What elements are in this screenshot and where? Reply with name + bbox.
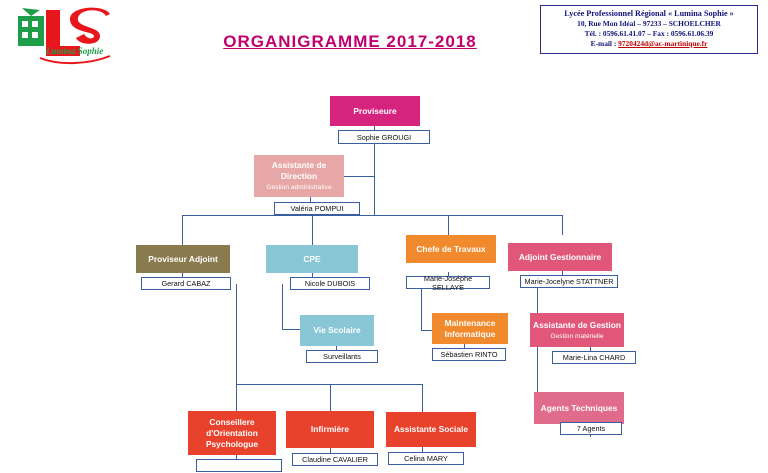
edge-drop-chef-travaux <box>448 215 449 235</box>
name-infirmiere-text: Claudine CAVALIER <box>302 455 368 464</box>
node-assistante-direction-sub: Gestion administrative <box>266 184 332 191</box>
node-chef-travaux[interactable] <box>406 235 496 263</box>
name-proviseure-text: Sophie GROUGI <box>356 132 412 142</box>
node-assistante-sociale[interactable] <box>386 412 476 447</box>
node-chef-travaux-role: Chefe de Travaux <box>416 243 486 254</box>
name-assistante-direction[interactable] <box>274 202 360 215</box>
node-assistante-direction[interactable] <box>254 155 344 197</box>
node-proviseur-adjoint-role: Proviseur Adjoint <box>148 253 218 264</box>
name-cpe[interactable] <box>290 277 370 290</box>
name-cpe-text: Nicole DUBOIS <box>304 279 356 288</box>
node-vie-scolaire-role: Vie Scolaire <box>313 325 361 335</box>
edge-drop-assistante-sociale <box>422 384 423 412</box>
edge-chef-maintenance-h <box>421 330 432 331</box>
node-maintenance-informatique[interactable] <box>432 313 508 344</box>
address-line-2: 10, Rue Mon Idéal – 97233 – SCHOELCHER <box>577 19 721 28</box>
name-adjoint-gestionnaire-text: Marie-Jocelyne STATTNER <box>524 277 614 286</box>
edge-drop-cpe <box>312 215 313 245</box>
name-chef-travaux[interactable] <box>406 273 490 292</box>
name-assistante-sociale-text: Celina MARY <box>404 454 448 463</box>
node-infirmiere[interactable] <box>286 411 374 448</box>
edge-drop-conseillere <box>236 384 237 412</box>
name-agents-techniques[interactable] <box>560 422 622 435</box>
node-infirmiere-role: Infirmière <box>310 424 350 434</box>
edge-drop-infirmiere <box>330 384 331 412</box>
name-agents-techniques-text: 7 Agents <box>576 424 606 433</box>
edge-drop-proviseur-adjoint <box>182 215 183 245</box>
page-title: ORGANIGRAMME 2017-2018 <box>223 32 477 51</box>
name-assistante-gestion-text: Marie-Lina CHARD <box>562 353 626 362</box>
svg-text:Lumina Sophie: Lumina Sophie <box>46 46 104 56</box>
node-agents-techniques[interactable] <box>534 392 624 424</box>
node-cpe-role: CPE <box>303 253 321 264</box>
node-assistante-gestion[interactable] <box>530 313 624 347</box>
name-vie-scolaire[interactable] <box>306 350 378 363</box>
email-label: E-mail : <box>590 39 619 48</box>
edge-cpe-viescolaire-v <box>282 284 283 329</box>
ls-logo-icon <box>10 6 115 68</box>
name-maintenance-text: Sébastien RINTO <box>440 350 498 359</box>
name-adjoint-gestionnaire[interactable] <box>520 275 618 288</box>
node-assistante-direction-role: Assistante de Direction <box>271 160 327 181</box>
name-assistante-sociale[interactable] <box>388 452 464 465</box>
edge-proviseure-stem <box>374 144 375 215</box>
name-assistante-direction-text: Valéria POMPUI <box>290 204 344 213</box>
name-proviseure[interactable] <box>338 130 430 144</box>
name-assistante-gestion[interactable] <box>552 351 636 364</box>
edge-cpe-viescolaire-h <box>282 329 300 330</box>
name-maintenance[interactable] <box>432 348 506 361</box>
node-conseillere-orientation[interactable] <box>188 411 276 455</box>
school-address-box <box>540 5 758 54</box>
name-proviseur-adjoint[interactable] <box>141 277 231 290</box>
email-link[interactable]: 9720424d@ac-martinique.fr <box>618 39 708 48</box>
node-assistante-gestion-sub: Gestion matérielle <box>550 332 604 340</box>
node-proviseur-adjoint[interactable] <box>136 245 230 273</box>
address-line-3: Tél. : 0596.61.41.07 – Fax : 0596.61.06.39 <box>584 29 714 38</box>
node-assistante-gestion-role: Assistante de Gestion <box>533 319 621 330</box>
edge-cpe-bottom-v <box>236 284 237 384</box>
name-vie-scolaire-text: Surveillants <box>323 352 361 361</box>
node-cpe[interactable] <box>266 245 358 273</box>
node-agents-techniques-role: Agents Techniques <box>540 402 618 413</box>
edge-drop-adjoint-gestionnaire <box>562 215 563 235</box>
node-maintenance-role: Maintenance Informatique <box>444 317 496 339</box>
edge-bus-main <box>182 215 562 216</box>
node-conseillere-role: Conseillere d'Orientation Psychologue <box>205 416 259 449</box>
edge-bottom-bus <box>236 384 422 385</box>
node-adjoint-gestionnaire-role: Adjoint Gestionnaire <box>518 251 602 262</box>
node-vie-scolaire[interactable] <box>300 315 374 346</box>
node-proviseure[interactable] <box>330 96 420 126</box>
node-assistante-sociale-role: Assistante Sociale <box>393 424 468 434</box>
name-chef-travaux-text: Marie-Joséphe SELLAYE <box>423 273 473 292</box>
node-adjoint-gestionnaire[interactable] <box>508 243 612 271</box>
node-proviseure-role: Proviseure <box>353 105 397 116</box>
name-proviseur-adjoint-text: Gerard CABAZ <box>161 279 211 288</box>
name-conseillere[interactable] <box>196 459 282 472</box>
address-line-1: Lycée Professionnel Régional « Lumina Sophie » <box>564 9 734 18</box>
address-line-4 <box>545 39 753 49</box>
name-infirmiere[interactable] <box>292 453 378 466</box>
